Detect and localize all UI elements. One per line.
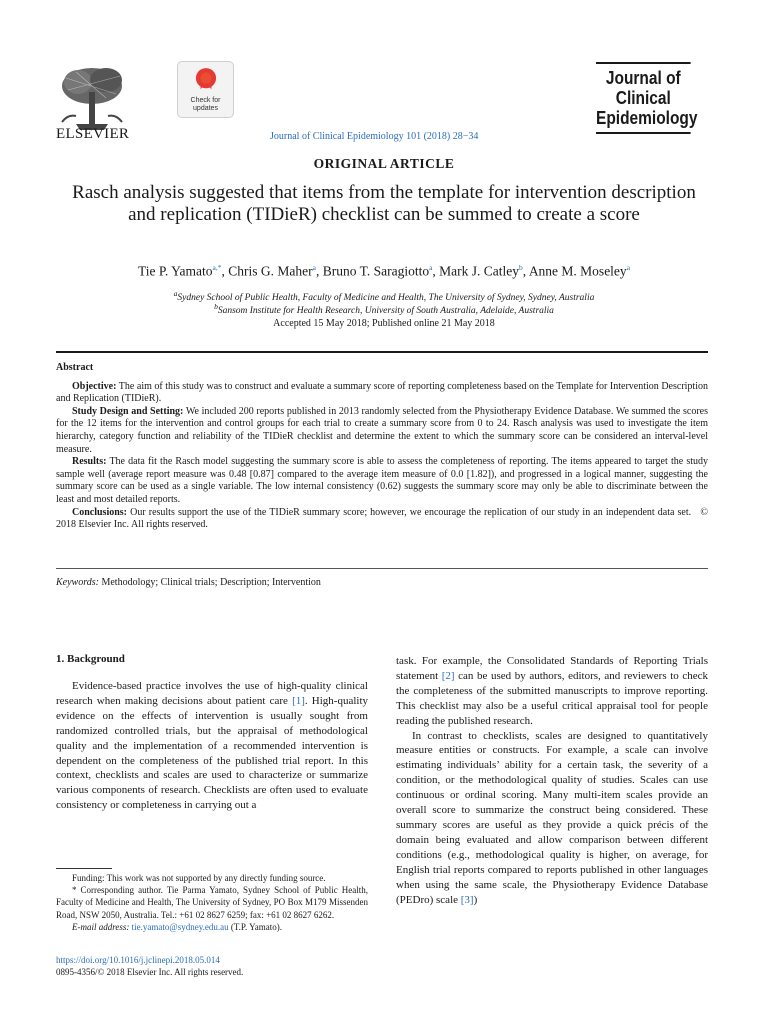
left-column (56, 679, 368, 813)
author-name: Mark J. Catley (439, 263, 520, 279)
check-for-updates-button[interactable] (177, 61, 234, 118)
affiliation-text: Sydney School of Public Health, Faculty of Medicine and Health, The University of Sydney, Sydney, Australia (177, 293, 595, 304)
check-updates-label: Check for updates (190, 97, 221, 112)
abstract-objective (56, 381, 708, 406)
journal-name-line: Journal of (605, 68, 681, 88)
email-link[interactable]: tie.yamato@sydney.edu.au (131, 921, 229, 932)
article-title: Rasch analysis suggested that items from the template for intervention description and replication (TIDieR) checklist can be summed to create a score (72, 182, 696, 225)
email-note (56, 921, 368, 933)
footnotes (56, 872, 368, 933)
doi-link[interactable]: https://doi.org/10.1016/j.jclinepi.2018.05.014 (56, 955, 220, 965)
paragraph: In contrast to checklists, scales are designed to quantitatively measure entities or constructs. For example, a scale can involve estimating individuals’ ability for a certain task, the severity of a condition, or the methodological quality of studies. Scales can use continuous or ordinal scoring. Many multi-item scales provide an overall score to summarize the construct being considered. These summary scores are useful as they provide a quick précis of the domain being evaluated and allow comparison between different conditions (e.g., methodological quality is higher, on average, for English trial reports compared to reports published in other languages when using the same scale, the Physiotherapy Evidence Database (PEDro) scale [3]) (396, 729, 708, 906)
journal-citation-link[interactable]: Journal of Clinical Epidemiology 101 (2018) 28−34 (270, 131, 479, 142)
journal-name-line: Clinical (615, 88, 671, 108)
journal-name-line: Epidemiology (596, 108, 698, 128)
paragraph: task. For example, the Consolidated Standards of Reporting Trials statement [2] can be used by authors, editors, and reviewers to check the completeness of the submitted manuscripts to improve reporting. This checklist may also be a useful critical appraisal tool for people reading the published research. (396, 655, 708, 727)
abstract-heading: Abstract (56, 362, 94, 373)
paragraph: Evidence-based practice involves the use of high-quality clinical research when making decisions about patient care [1]. High-quality evidence on the effects of intervention is usually sought from randomized controlled trials, but the appraisal of methodological quality and the implementation of a recommended intervention is dependent on the completeness of the published trial report. In this context, checklists and scales are used to characterize or summarize various components of research. Checklists are often used to evaluate consistency or completeness in carrying out a (56, 680, 368, 812)
affiliation-mark: a (173, 289, 178, 298)
bookmark-icon (195, 67, 217, 93)
right-column (396, 654, 708, 907)
author-name: Anne M. Moseley (528, 263, 627, 279)
section-text: The aim of this study was to construct and evaluate a summary score of reporting completeness based on the Template for Intervention Description and Replication (TIDieR). (56, 380, 708, 405)
abstract-conclusions (56, 507, 708, 532)
section-text: Our results support the use of the TIDieR summary score; however, we encourage the replication of our study in an independent data set. (130, 506, 692, 518)
abstract-design (56, 406, 708, 456)
author-affiliation-mark[interactable]: a,* (212, 263, 222, 272)
author-name: Tie P. Yamato (137, 263, 213, 279)
keywords (56, 577, 321, 588)
section-text: The data fit the Rasch model suggesting the summary score is able to assess the completeness of reporting. The items appeared to target the study sample well (average report measure was 0.48 [0.87] compared to the average item measure of 0.0 [1.82]), and progressed in a logical manner, suggesting the summary score can be used as a single variable. The low internal consistency (0.62) suggests the summary score may only be able to discriminate between the least and most detailed reports. (56, 456, 708, 505)
author-name: Chris G. Maher (228, 263, 313, 279)
author-list: Tie P. Yamato$^{a,*}$, Chris G. Maher$^a$, Bruno T. Saragiotto$^a$, Mark J. Catley$^b$, Anne M. Moseley$^a$ (137, 263, 631, 279)
doi-block (56, 954, 243, 978)
reference-link[interactable]: [3] (460, 893, 474, 906)
corresponding-author-note: * Corresponding author. Tie Parma Yamato, Sydney School of Public Health, Faculty of Medicine and Health, The University of Sydney, PO Box M179 Missenden Road, NSW 2050, Australia. Tel.: +61 02 8627 6259; fax: +61 02 8627 6262. (56, 885, 368, 920)
abstract-results (56, 456, 708, 506)
section-label: Results: (72, 456, 107, 468)
author-name: Bruno T. Saragiotto (322, 263, 430, 279)
keywords-text: Methodology; Clinical trials; Description; Intervention (101, 577, 321, 588)
keywords-label: Keywords: (56, 577, 99, 588)
issn-copyright: 0895-4356/© 2018 Elsevier Inc. All rights reserved. (56, 967, 244, 977)
abstract (56, 362, 708, 532)
section-label: Conclusions: (72, 506, 128, 518)
copyright: © 2018 Elsevier Inc. All rights reserved. (56, 506, 709, 531)
email-suffix: (T.P. Yamato). (230, 921, 282, 932)
reference-link[interactable]: [1] (292, 694, 305, 707)
footnote-divider (56, 868, 112, 869)
section-text: We included 200 reports published in 2013 randomly selected from the Physiotherapy Evidence Database. We summed the scores for the 12 items for the intervention and control groups for each trial to create a summary score from 0 to 24. Rasch analysis was used to investigate the item hierarchy, category function and reliability of the TIDieR checklist and determine the extent to which the summary score can be considered an interval-level measure. (56, 405, 709, 455)
reference-link[interactable]: [2] (441, 669, 455, 682)
author-affiliation-mark[interactable]: a (312, 263, 316, 272)
publisher-name: ELSEVIER (56, 126, 130, 142)
article-type: ORIGINAL ARTICLE (313, 156, 455, 171)
journal-masthead (596, 62, 698, 134)
affiliation-text: Sansom Institute for Health Research, University of South Australia, Adelaide, Australia (217, 306, 554, 317)
section-label: Study Design and Setting: (72, 405, 184, 417)
section-heading: 1. Background (56, 653, 125, 665)
divider (56, 568, 708, 569)
divider (56, 351, 708, 353)
author-affiliation-mark[interactable]: a (626, 263, 631, 272)
section-label: Objective: (72, 380, 117, 392)
affiliation-mark: b (214, 302, 218, 311)
author-affiliation-mark[interactable]: b (519, 263, 523, 272)
funding-note: Funding: This work was not supported by any directly funding source. (72, 873, 326, 883)
affiliation (0, 302, 768, 316)
email-label: E-mail address: (72, 921, 130, 932)
author-affiliation-mark[interactable]: a (429, 263, 433, 272)
article-dates: Accepted 15 May 2018; Published online 21 May 2018 (273, 318, 495, 329)
